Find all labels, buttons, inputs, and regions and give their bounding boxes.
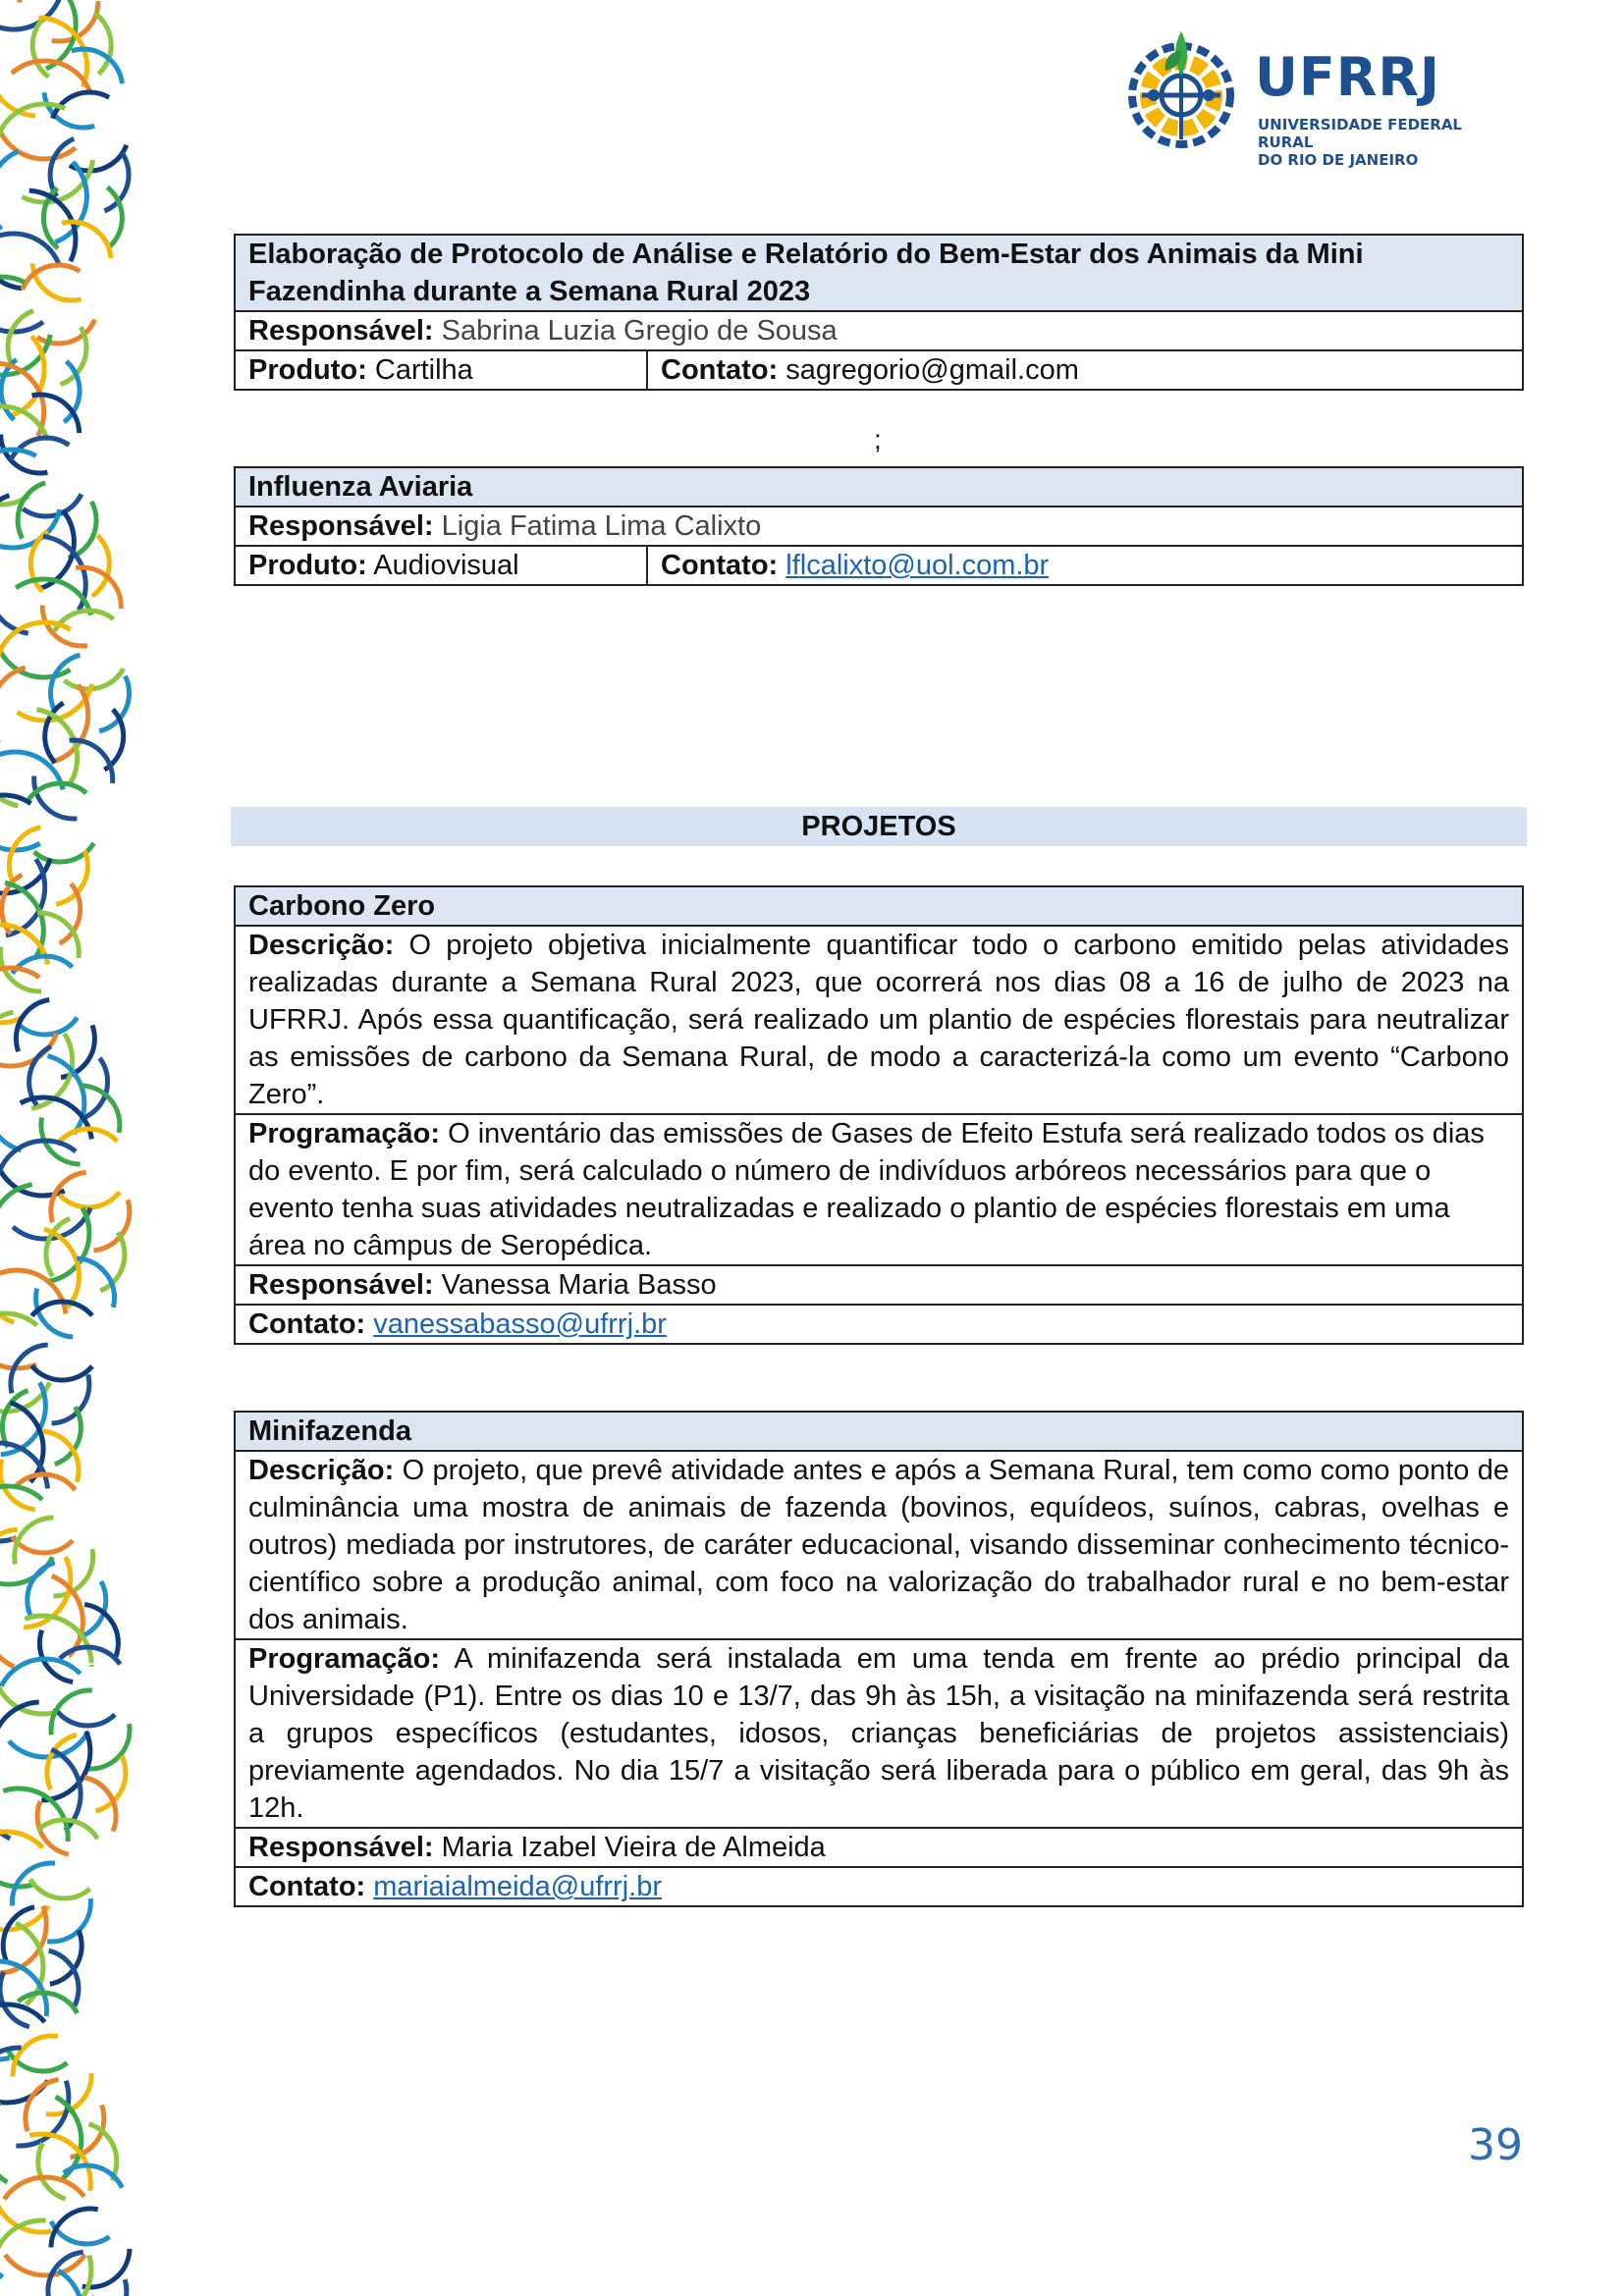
ufrrj-logo [1114,22,1517,169]
programacao-label: Programação: [248,1118,441,1149]
produto-label: Produto: [248,354,367,386]
programacao-text: O inventário das emissões de Gases de Efeito Estufa será realizado todos os dias do evento. E por fim, será calculado o número de indivíduos arbóreos necessários para que o evento tenha suas atividades neutralizadas e realizado o plantio de espécies florestais em uma área no câmpus de Seropédica. [248,1118,1485,1261]
product-table-influenza [234,466,1524,586]
contato-cell [647,546,1523,585]
responsavel-value: Ligia Fatima Lima Calixto [441,510,762,542]
responsavel-label: Responsável: [248,1832,434,1863]
product-title: Influenza Aviaria [235,467,1523,507]
decorative-leaf [0,234,63,332]
decorative-leaf [0,1702,90,1800]
decorative-leaf-border [0,0,147,2296]
produto-cell [235,350,647,390]
contato-cell [647,350,1523,390]
contato-label: Contato: [248,1308,366,1340]
responsavel-label: Responsável: [248,315,434,347]
programacao-text: A minifazenda será instalada em uma tenda em frente ao prédio principal da Universidade (P1). Entre os dias 10 e 13/7, das 9h às 15h, a visitação na minifazenda será restrita a grupos específicos (estudantes, idosos, crianças beneficiárias de projetos assistenciais) previamente agendados. No dia 15/7 a visitação será liberada para o público em geral, das 9h às 12h. [248,1643,1509,1824]
section-heading: PROJETOS [801,811,956,842]
descricao-label: Descrição: [248,1455,395,1486]
page-number: 39 [1468,2120,1523,2170]
descricao-cell [235,926,1523,1114]
responsavel-row [235,1828,1523,1867]
descricao-cell [235,1451,1523,1639]
logo-name: UFRRJ [1255,46,1440,108]
contato-row [235,1305,1523,1344]
decorative-leaf [50,92,129,171]
descricao-text: O projeto, que prevê atividade antes e após a Semana Rural, tem como como ponto de culminância uma mostra de animais de fazenda (bovinos, equídeos, suínos, cabras, ovelhas e outros) mediada por instrutores, de caráter educacional, visando disseminar conhecimento técnico-científico sobre a produção animal, com foco na valorização do trabalhador rural e no bem-estar dos animais. [248,1455,1509,1635]
decorative-leaf [23,1302,101,1380]
logo-subtitle-line2: DO RIO DE JANEIRO [1258,151,1419,169]
project-title: Carbono Zero [235,886,1523,926]
programacao-label: Programação: [248,1643,441,1675]
logo-subtitle-line1: UNIVERSIDADE FEDERAL RURAL [1258,116,1462,151]
product-title: Elaboração de Protocolo de Análise e Relatório do Bem-Estar dos Animais da Mini Fazendinha durante a Semana Rural 2023 [235,235,1523,311]
decorative-leaf [0,1486,58,1584]
decorative-leaf [0,0,63,29]
produto-value: Audiovisual [373,550,519,581]
separator-text: ; [874,424,882,454]
project-title: Minifazenda [235,1412,1523,1451]
contato-label: Contato: [248,1871,366,1902]
contato-link[interactable]: vanessabasso@ufrrj.br [373,1308,667,1340]
responsavel-row [235,311,1523,350]
descricao-label: Descrição: [248,930,395,961]
decorative-leaf [0,450,61,548]
responsavel-value: Vanessa Maria Basso [441,1269,717,1301]
product-table-protocolo [234,234,1524,391]
programacao-cell [235,1639,1523,1828]
contato-label: Contato: [661,550,779,581]
contato-link[interactable]: mariaialmeida@ufrrj.br [373,1871,662,1902]
decorative-leaf [50,611,129,689]
produto-value: Cartilha [374,354,473,386]
responsavel-row [235,507,1523,546]
ufrrj-logo-icon [1114,22,1252,169]
project-table-carbono-zero [234,885,1524,1345]
decorative-leaf [0,968,59,1066]
project-table-minifazenda [234,1411,1524,1907]
responsavel-value: Sabrina Luzia Gregio de Sousa [441,315,838,347]
responsavel-label: Responsável: [248,1269,434,1301]
contato-link[interactable]: lflcalixto@uol.com.br [785,550,1050,581]
contato-value: sagregorio@gmail.com [785,354,1079,386]
logo-subtitle [1258,116,1517,169]
section-heading-band [231,807,1527,846]
decorative-leaf [25,1820,103,1898]
programacao-cell [235,1114,1523,1265]
decorative-leaf [20,265,98,344]
decorative-leaf [22,783,100,862]
responsavel-row [235,1265,1523,1305]
responsavel-value: Maria Izabel Vieira de Almeida [441,1832,826,1863]
responsavel-label: Responsável: [248,510,434,542]
descricao-text: O projeto objetiva inicialmente quantificar todo o carbono emitido pelas atividades realizadas durante a Semana Rural 2023, que ocorrerá nos dias 08 a 16 de julho de 2023 na UFRRJ. Após essa quantificação, será realizado um plantio de espécies florestais para neutralizar as emissões de carbono da Semana Rural, de modo a caracterizá-la como um evento “Carbono Zero”. [248,930,1510,1110]
produto-cell [235,546,647,585]
contato-row [235,1867,1523,1906]
decorative-leaf [15,1518,93,1596]
produto-label: Produto: [248,550,367,581]
decorative-leaf [13,2036,91,2114]
contato-label: Contato: [661,354,779,386]
